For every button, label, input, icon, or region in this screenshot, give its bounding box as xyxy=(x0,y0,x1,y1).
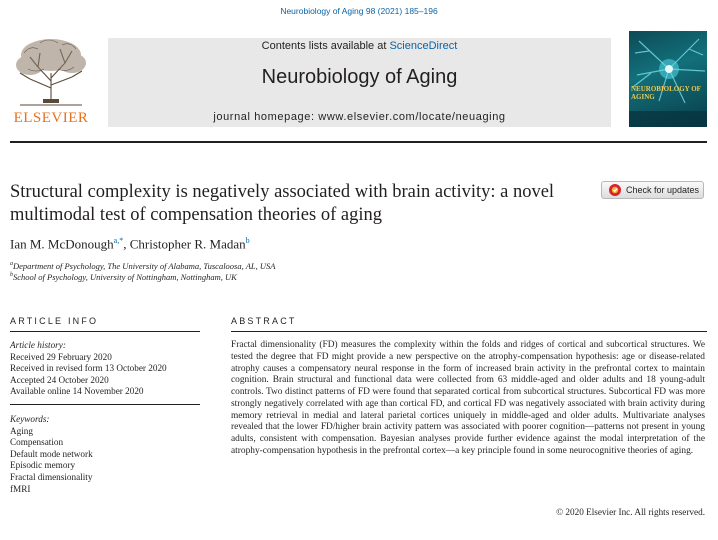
keyword-item[interactable]: Compensation xyxy=(10,437,64,448)
elsevier-logo[interactable] xyxy=(10,33,92,127)
affiliation-text: School of Psychology, University of Nottingham, Nottingham, UK xyxy=(13,272,237,282)
history-item: Received 29 February 2020 xyxy=(10,351,112,362)
contents-prefix: Contents lists available at xyxy=(261,40,390,52)
keywords-divider xyxy=(10,404,200,405)
cover-journal-title: NEUROBIOLOGY OF AGING xyxy=(631,85,701,101)
history-label: Article history: xyxy=(10,340,66,350)
affiliation xyxy=(10,272,237,282)
elsevier-wordmark: ELSEVIER xyxy=(13,110,89,126)
contents-availability xyxy=(108,40,611,52)
journal-homepage-link[interactable]: journal homepage: www.elsevier.com/locate/neuaging xyxy=(213,111,506,123)
check-updates-icon xyxy=(608,183,622,197)
history-item: Received in revised form 13 October 2020 xyxy=(10,363,167,374)
affiliation-marker: b xyxy=(10,272,13,279)
journal-citation[interactable]: Neurobiology of Aging 98 (2021) 185–196 xyxy=(280,6,438,16)
abstract-divider xyxy=(231,331,707,332)
author-separator: , xyxy=(123,236,130,252)
sciencedirect-link[interactable]: ScienceDirect xyxy=(389,40,458,52)
author-affiliation-marker[interactable]: b xyxy=(245,236,250,245)
check-for-updates-label: Check for updates xyxy=(626,185,700,195)
journal-cover-image[interactable] xyxy=(629,31,707,127)
affiliation-text: Department of Psychology, The University of Alabama, Tuscaloosa, AL, USA xyxy=(13,261,276,271)
tree-emblem-icon xyxy=(10,33,92,109)
author-name[interactable]: Ian M. McDonough xyxy=(10,236,114,252)
article-info xyxy=(10,340,200,495)
author-affiliation-marker[interactable]: a,* xyxy=(113,236,124,245)
article-title: Structural complexity is negatively associated with brain activity: a novel multimodal test of compensation theories of aging xyxy=(10,182,555,225)
article-info-heading: ARTICLE INFO xyxy=(10,316,99,326)
journal-title: Neurobiology of Aging xyxy=(261,66,458,88)
keyword-item[interactable]: Default mode network xyxy=(10,448,93,459)
copyright-notice: © 2020 Elsevier Inc. All rights reserved. xyxy=(556,507,705,517)
keyword-item[interactable]: Fractal dimensionality xyxy=(10,471,93,482)
author-list xyxy=(10,236,250,252)
keyword-item[interactable]: fMRI xyxy=(10,483,31,494)
abstract-text: Fractal dimensionality (FD) measures the complexity within the folds and ridges of cortical and subcortical structures. We tested the degree that FD might provide a new perspective on the atrophy-compensation hypothesis: age or disease-related atrophy causes a compensatory neural response in the form of increased brain activity in the prefrontal cortex to maintain cognition. Brain structural and functional data were collected from 63 middle-aged and older adults and 18 young-adult controls. Two distinct patterns of FD were found that separated cortical from subcortical structures. Subcortical FD was more strongly negatively correlated with age than cortical FD, and cortical FD was negatively associated with brain activity during memory retrieval in medial and lateral parietal cortices uniquely in middle-aged and older adults. Multivariate analyses revealed that the lower FD/higher brain activity pattern was associated with poorer cognition—patterns not present in young adults, consistent with compensation. Bayesian analyses provide further evidence against the modal interpretation of the atrophy-compensation hypothesis in the prefrontal cortex—a key principle found in some neurocognitive theories of aging. xyxy=(231,340,705,456)
history-item: Available online 14 November 2020 xyxy=(10,386,144,397)
affiliation xyxy=(10,261,275,271)
neuron-cover-icon xyxy=(629,31,707,127)
keyword-item[interactable]: Aging xyxy=(10,425,33,436)
info-divider xyxy=(10,331,200,332)
abstract-heading: ABSTRACT xyxy=(231,316,297,326)
history-item: Accepted 24 October 2020 xyxy=(10,374,109,385)
affiliation-marker: a xyxy=(10,261,13,268)
author-name[interactable]: Christopher R. Madan xyxy=(129,236,246,252)
keyword-item[interactable]: Episodic memory xyxy=(10,460,76,471)
header-divider xyxy=(10,141,707,143)
keywords-label: Keywords: xyxy=(10,413,50,424)
journal-banner xyxy=(108,38,611,127)
check-for-updates-button[interactable] xyxy=(601,181,704,199)
